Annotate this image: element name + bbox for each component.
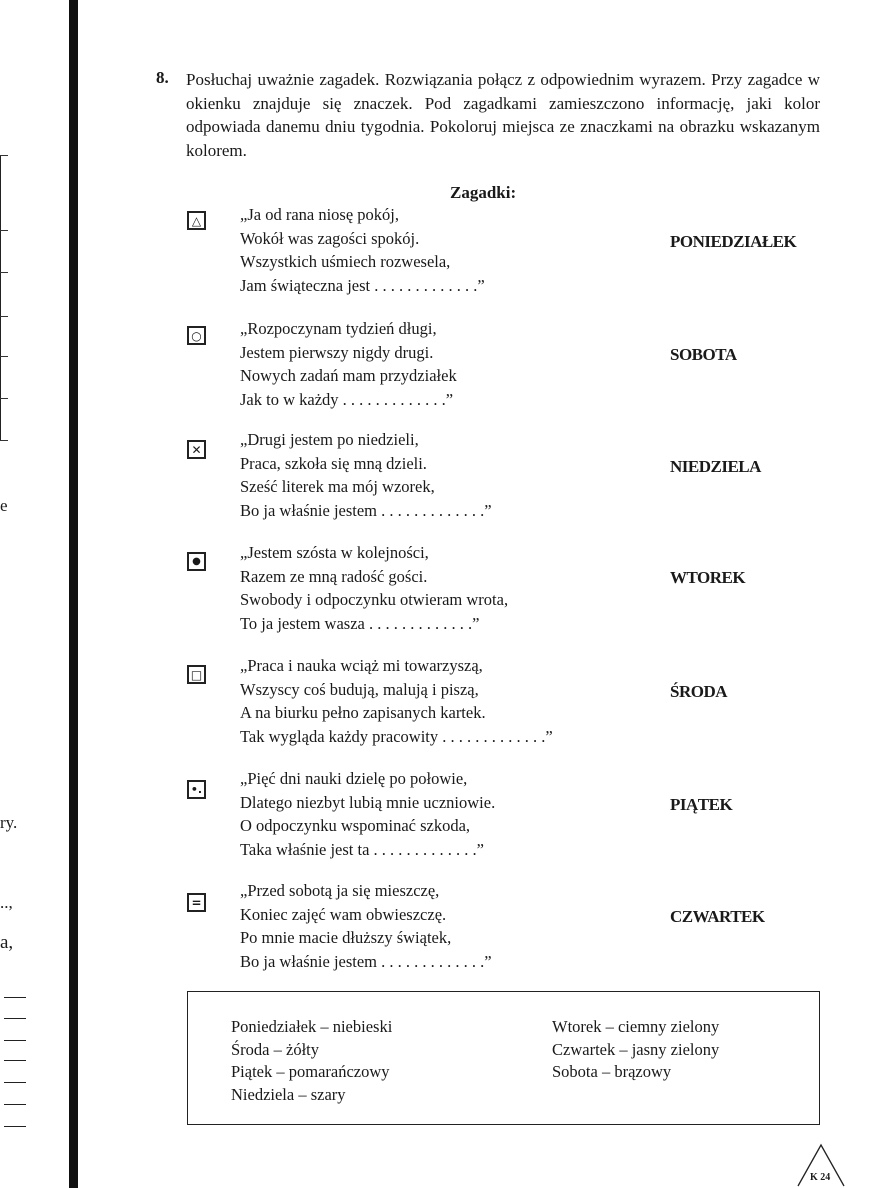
riddle-line: Dlatego niezbyt lubią mnie uczniowie.: [240, 792, 496, 812]
riddle-line: Taka właśnie jest ta . . . . . . . . . . . . .”: [240, 839, 484, 859]
riddle-line: Wszyscy coś budują, malują i piszą,: [240, 679, 479, 699]
legend-item: Piątek – pomarańczowy: [231, 1062, 390, 1081]
riddle-line: Bo ja właśnie jestem . . . . . . . . . . . . .”: [240, 500, 492, 520]
riddle-line: „Rozpoczynam tydzień długi,: [240, 319, 437, 338]
task-number: 8.: [156, 68, 169, 87]
riddle-line: „Pięć dni nauki dzielę po połowie,: [240, 769, 468, 788]
edge-dash: [4, 1018, 26, 1019]
color-legend-box: [187, 991, 820, 1125]
riddle-line: Jestem pierwszy nigdy drugi.: [240, 342, 434, 362]
cross-symbol-icon: ✕: [187, 440, 206, 459]
riddle-line: Sześć literek ma mój wzorek,: [240, 477, 435, 496]
riddle-line: Po mnie macie dłuższy świątek,: [240, 928, 452, 947]
day-word-4: WTOREK: [670, 568, 746, 587]
edge-dash: [4, 997, 26, 998]
riddle-line: Wszystkich uśmiech rozwesela,: [240, 252, 451, 271]
corner-label: K 24: [810, 1172, 831, 1183]
edge-fragment: a,: [0, 932, 14, 953]
triangle-symbol-icon: △: [187, 211, 206, 230]
legend-item: Niedziela – szary: [231, 1084, 346, 1104]
riddle-line: „Jestem szósta w kolejności,: [240, 543, 429, 562]
edge-fragment: e: [0, 496, 8, 515]
equals-symbol-icon: =: [187, 893, 206, 912]
legend-item: Poniedziałek – niebieski: [231, 1017, 393, 1036]
riddle-4: [240, 541, 508, 635]
two-dots-symbol-icon: •.: [187, 780, 206, 799]
riddle-line: Razem ze mną radość gości.: [240, 566, 428, 586]
edge-tick: [0, 398, 8, 399]
riddle-line: Koniec zajęć wam obwieszczę.: [240, 904, 447, 924]
edge-fragment: ..,: [0, 893, 13, 912]
riddle-line: Jak to w każdy . . . . . . . . . . . . .”: [240, 389, 454, 409]
day-word-1: PONIEDZIAŁEK: [670, 232, 797, 251]
edge-tick: [0, 155, 8, 156]
riddle-3: [240, 428, 492, 522]
day-word-7: CZWARTEK: [670, 907, 765, 926]
legend-item: Sobota – brązowy: [552, 1062, 672, 1081]
riddle-5: [240, 654, 553, 748]
riddle-line: Jam świąteczna jest . . . . . . . . . . . . .”: [240, 275, 485, 295]
edge-tick: [0, 272, 8, 273]
page-spine-bar: [69, 0, 78, 1188]
day-word-5: ŚRODA: [670, 682, 728, 701]
riddle-line: Praca, szkoła się mną dzieli.: [240, 453, 427, 473]
edge-tick: [0, 230, 8, 231]
day-word-2: SOBOTA: [670, 345, 737, 364]
riddle-line: To ja jestem wasza . . . . . . . . . . . . .”: [240, 613, 480, 633]
day-word-3: NIEDZIELA: [670, 457, 761, 476]
edge-fragment: ry.: [0, 813, 18, 832]
circle-symbol-icon: ○: [187, 326, 206, 345]
riddle-line: Nowych zadań mam przydziałek: [240, 366, 457, 385]
riddles-heading: Zagadki:: [450, 183, 517, 202]
edge-tick: [0, 316, 8, 317]
riddle-line: „Drugi jestem po niedzieli,: [240, 430, 419, 449]
legend-left-column: [231, 1016, 392, 1106]
riddle-7: [240, 879, 492, 973]
edge-tick: [0, 356, 8, 357]
riddle-line: A na biurku pełno zapisanych kartek.: [240, 703, 486, 722]
edge-dash: [4, 1082, 26, 1083]
legend-item: Wtorek – ciemny zielony: [552, 1017, 720, 1036]
legend-item: Środa – żółty: [231, 1039, 319, 1059]
edge-dash: [4, 1040, 26, 1041]
riddle-line: Wokół was zagości spokój.: [240, 228, 420, 248]
riddle-line: Bo ja właśnie jestem . . . . . . . . . . . . .”: [240, 951, 492, 971]
task-instruction: Posłuchaj uważnie zagadek. Rozwiązania połącz z odpowiednim wyrazem. Przy zagadce w okienku znajduje się znaczek. Pod zagadkami zamieszczono informację, jaki kolor odpowiada danemu dniu tygodnia. Pokoloruj miejsca ze znaczkami na obrazku wskazanym kolorem.: [186, 70, 820, 160]
day-word-6: PIĄTEK: [670, 795, 733, 814]
riddle-1: [240, 203, 485, 297]
riddle-2: [240, 317, 457, 411]
riddle-line: Tak wygląda każdy pracowity . . . . . . . . . . . . .”: [240, 726, 553, 746]
edge-tick: [0, 440, 8, 441]
edge-dash: [4, 1104, 26, 1105]
legend-right-column: [552, 1016, 719, 1084]
riddle-6: [240, 767, 495, 861]
riddle-line: „Praca i nauka wciąż mi towarzyszą,: [240, 656, 483, 675]
riddle-line: O odpoczynku wspominać szkoda,: [240, 816, 471, 835]
riddle-line: „Ja od rana niosę pokój,: [240, 205, 399, 224]
edge-dash: [4, 1126, 26, 1127]
legend-item: Czwartek – jasny zielony: [552, 1039, 720, 1059]
riddle-line: „Przed sobotą ja się mieszczę,: [240, 881, 440, 900]
dot-symbol-icon: ●: [187, 552, 206, 571]
edge-dash: [4, 1060, 26, 1061]
square-symbol-icon: □: [187, 665, 206, 684]
riddle-line: Swobody i odpoczynku otwieram wrota,: [240, 590, 509, 609]
